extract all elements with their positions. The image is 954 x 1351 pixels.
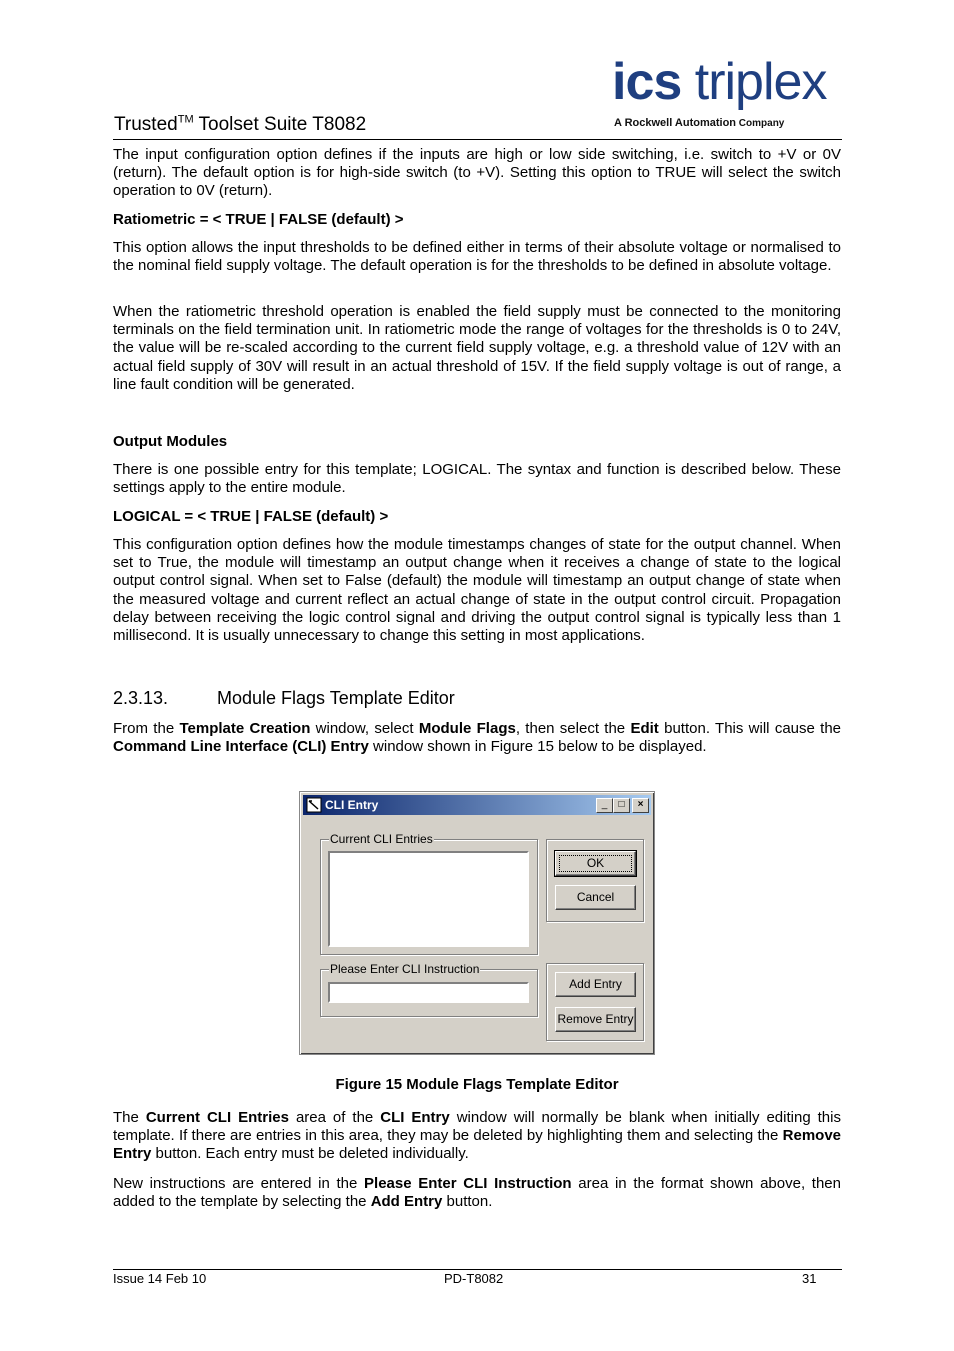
paragraph-new-instructions: New instructions are entered in the Please Enter CLI Instruction area in the format shown above, then added to the template by selecting the Add Entry button. <box>113 1175 841 1211</box>
logo-tagline-a: A Rockwell Automation <box>614 117 737 129</box>
header-title-text: Trusted <box>114 114 178 135</box>
current-cli-entries-group <box>320 832 538 955</box>
logo-wordmark <box>612 52 826 112</box>
cli-entry-window <box>299 791 655 1055</box>
remove-entry-button[interactable]: Remove Entry <box>555 1007 636 1032</box>
paragraph-logical: This configuration option defines how the module timestamps changes of state for the output channel. When set to True, the module will timestamp an output change when it receives a change of state to the logical output control signal. When set to False (default) the module will timestamp an output change of state when the measured voltage and current reflect an actual change of state in the output control circuit. Propagation delay between receiving the logic control signal and driving the output control signal is typically less than 1 millisecond. It is usually unnecessary to change this setting in most applications. <box>113 536 841 645</box>
paragraph-ratiometric-option: This option allows the input thresholds to be defined either in terms of their absolute voltage or normalised to the nominal field supply voltage. The default operation is for the thresholds to be defined in absolute voltage. <box>113 239 841 275</box>
footer-doc-id: PD-T8082 <box>444 1271 504 1286</box>
window-titlebar[interactable] <box>303 795 651 815</box>
ok-cancel-group <box>546 839 644 922</box>
entry-actions-group <box>546 963 644 1041</box>
logo-triplex: triplex <box>681 53 827 111</box>
header-title-suffix: Toolset Suite T8082 <box>193 114 367 135</box>
logo-tagline-b: Company <box>736 118 785 129</box>
paragraph-current-entries: The Current CLI Entries area of the CLI Entry window will normally be blank when initially editing this template. If there are entries in this area, they may be deleted by highlighting them and selecting the Remove Entry button. Each entry must be deleted individually. <box>113 1109 841 1163</box>
minimize-button[interactable]: _ <box>596 798 613 813</box>
heading-output-modules: Output Modules <box>113 433 228 450</box>
add-entry-button[interactable]: Add Entry <box>555 972 636 997</box>
window-title: CLI Entry <box>325 798 379 812</box>
header-title <box>114 114 366 136</box>
section-heading <box>113 688 455 709</box>
ok-label: OK <box>586 856 605 870</box>
maximize-button[interactable]: □ <box>613 798 630 813</box>
paragraph-template-creation: From the Template Creation window, select Module Flags, then select the Edit button. This will cause the Command Line Interface (CLI) Entry window shown in Figure 15 below to be displayed. <box>113 720 841 756</box>
cli-instruction-group <box>320 962 538 1017</box>
paragraph-output-modules: There is one possible entry for this template; LOGICAL. The syntax and function is described below. These settings apply to the entire module. <box>113 461 841 497</box>
section-number: 2.3.13. <box>113 688 169 708</box>
cli-instruction-input[interactable] <box>328 982 529 1003</box>
focus-ring <box>559 855 632 872</box>
current-cli-entries-label: Current CLI Entries <box>330 832 433 846</box>
figure-caption: Figure 15 Module Flags Template Editor <box>335 1076 619 1093</box>
heading-logical: LOGICAL = < TRUE | FALSE (default) > <box>113 508 389 525</box>
heading-ratiometric: Ratiometric = < TRUE | FALSE (default) > <box>113 211 404 228</box>
footer-issue: Issue 14 Feb 10 <box>113 1271 207 1286</box>
company-logo <box>612 53 844 134</box>
close-button[interactable]: × <box>632 798 649 813</box>
footer-rule <box>113 1269 842 1270</box>
section-title: Module Flags Template Editor <box>217 688 455 708</box>
paragraph-input-config: The input configuration option defines if the inputs are high or low side switching, i.e. switch to +V or 0V (return). The default option is for high-side switch (to +V). Setting this option to TRUE will select the switch operation to 0V (return). <box>113 146 841 200</box>
logo-tagline <box>614 117 784 129</box>
cancel-button[interactable]: Cancel <box>555 885 636 910</box>
app-icon <box>306 797 322 813</box>
ok-button[interactable] <box>555 851 636 876</box>
cli-entries-listbox[interactable] <box>328 851 529 947</box>
footer-page-number: 31 <box>802 1271 817 1286</box>
header-rule <box>113 139 842 140</box>
logo-ics: ics <box>612 53 682 111</box>
cli-instruction-label: Please Enter CLI Instruction <box>330 962 480 976</box>
paragraph-ratiometric-mode: When the ratiometric threshold operation is enabled the field supply must be connected to the monitoring terminals on the field termination unit. In ratiometric mode the range of voltages for the thresholds is 0 to 24V, the value will be re-scaled according to the current field supply voltage, e.g. a threshold value of 12V with an actual field supply of 30V will result in an actual threshold of 15V. If the field supply voltage is out of range, a line fault condition will be generated. <box>113 303 841 393</box>
trademark-mark: TM <box>177 113 194 126</box>
